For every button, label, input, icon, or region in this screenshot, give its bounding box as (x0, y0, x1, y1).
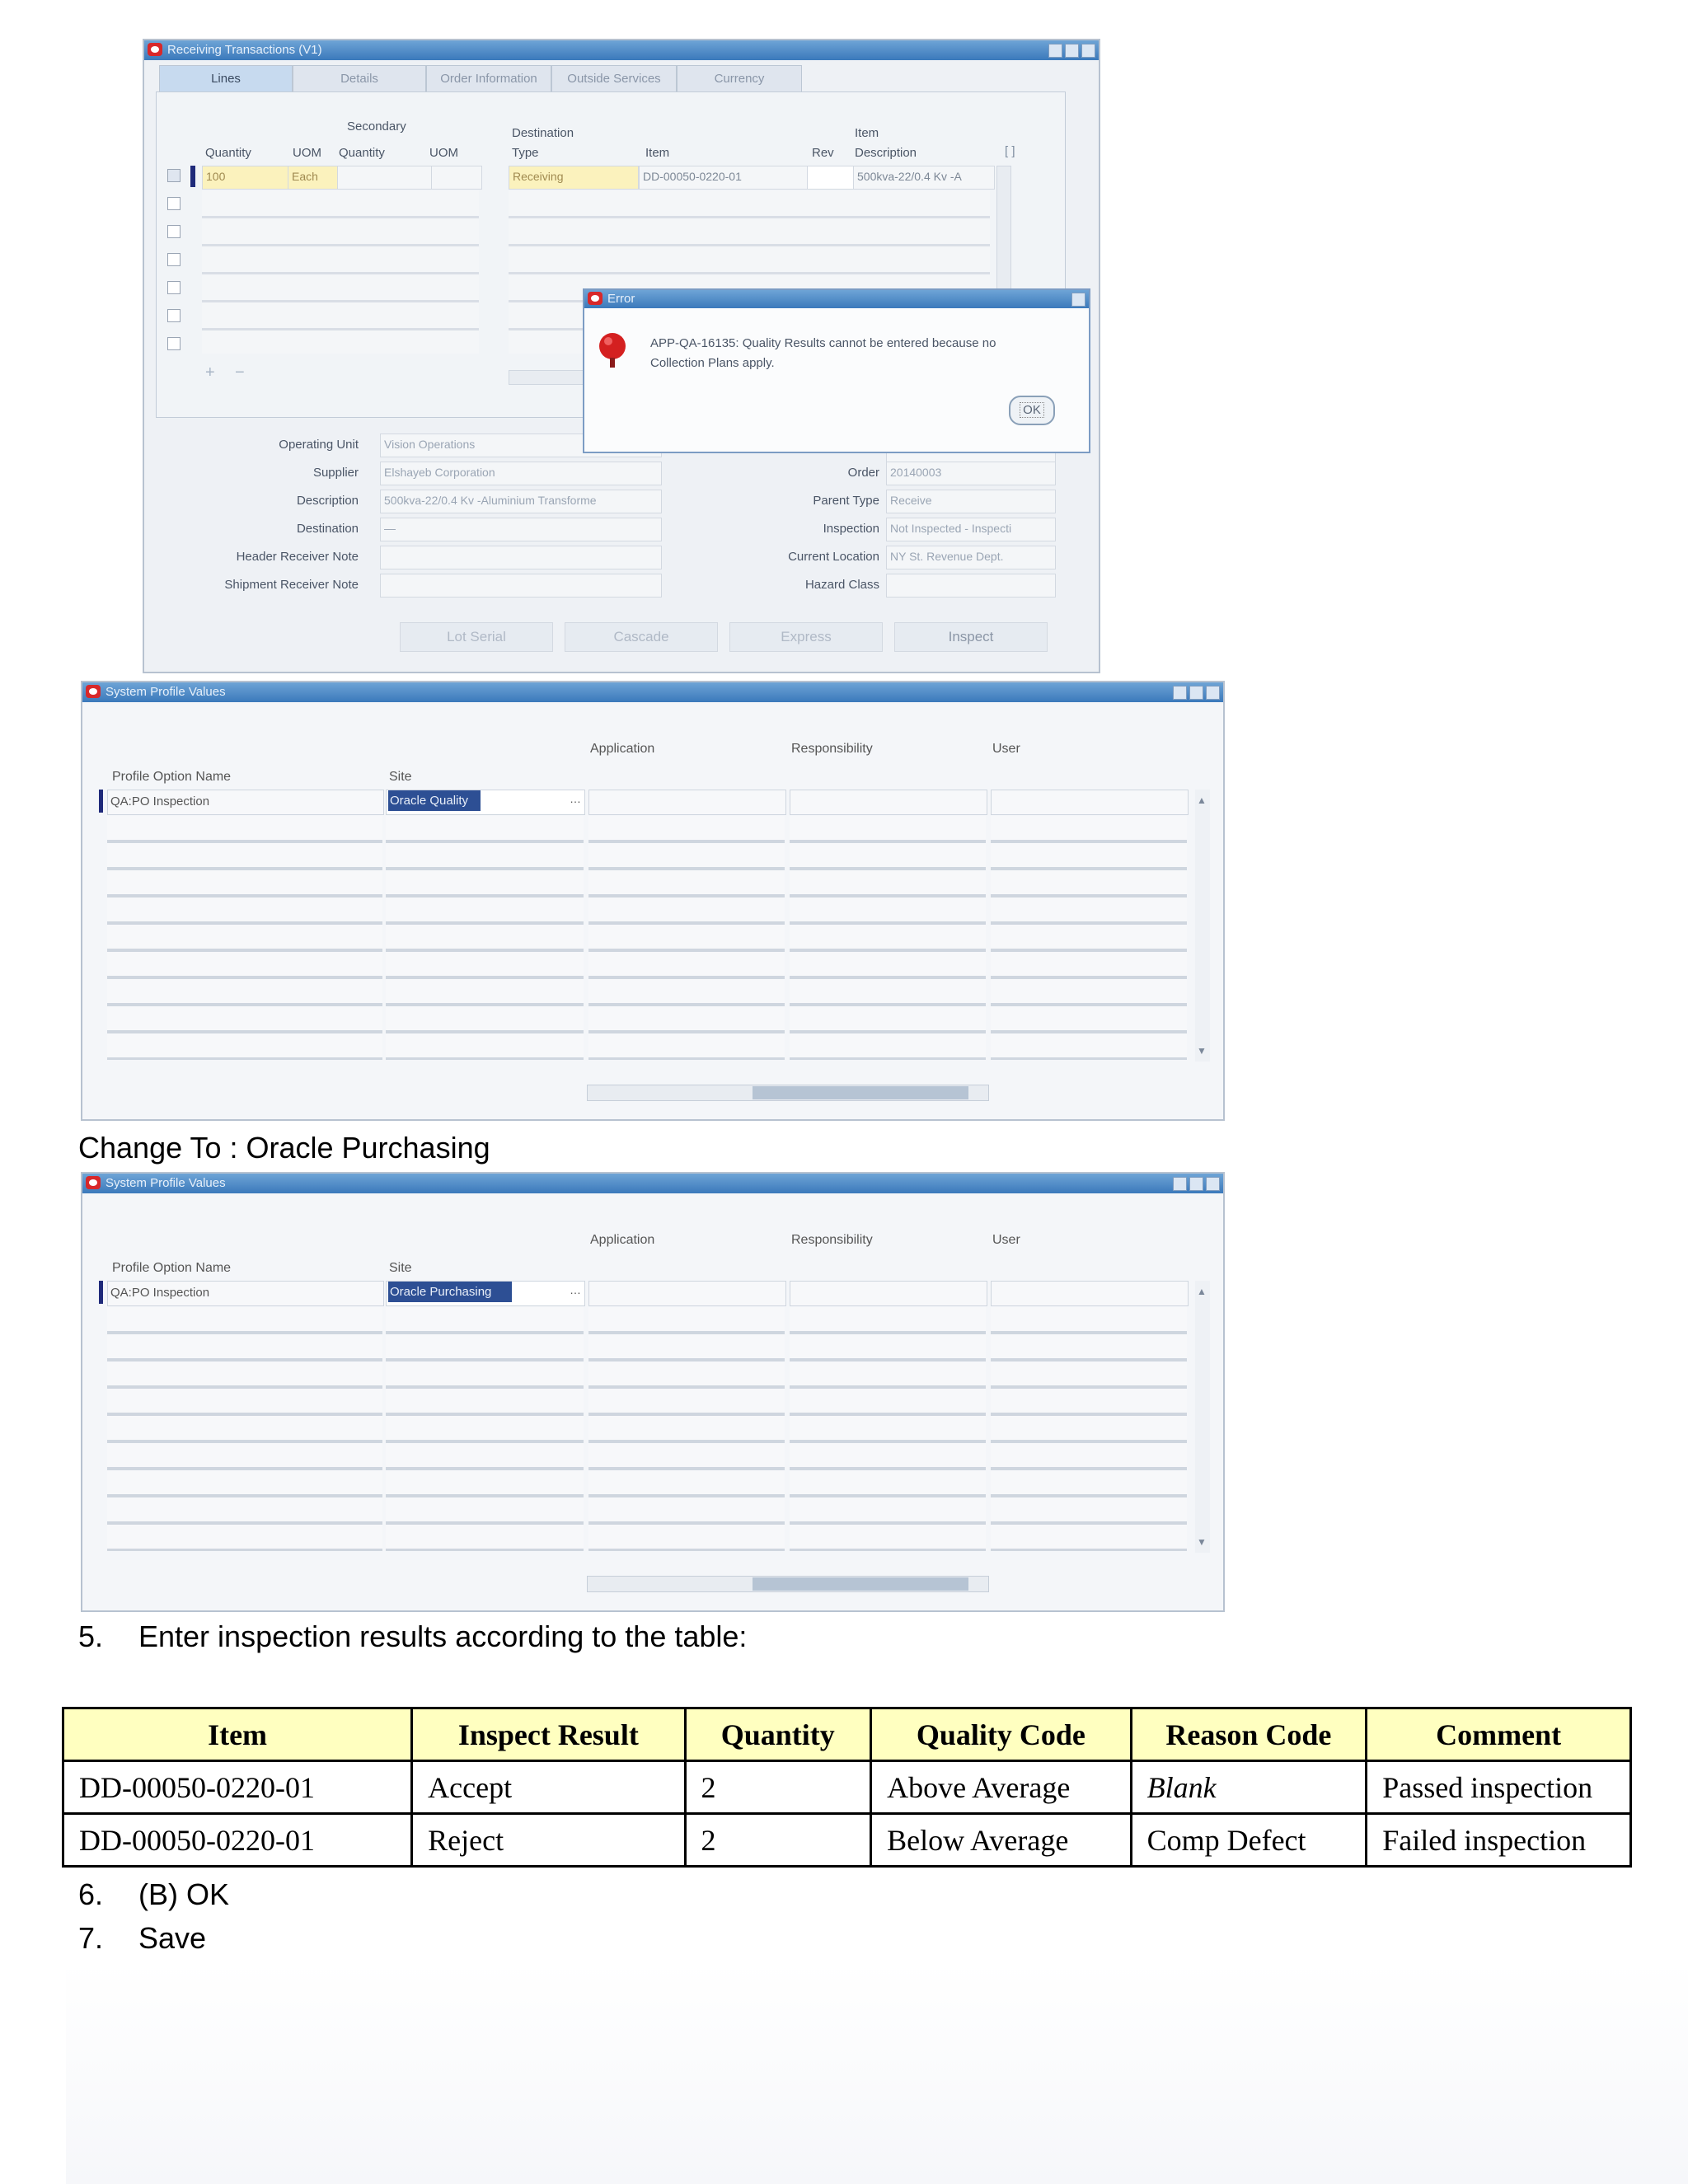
lot-serial-button[interactable]: Lot Serial (400, 622, 553, 652)
window-title: Receiving Transactions (V1) (167, 43, 322, 57)
item-header: Item (645, 146, 670, 160)
row-checkbox-2[interactable] (167, 197, 181, 210)
item-column-header: Item (63, 1708, 412, 1761)
reason-code-cell: Blank (1131, 1761, 1367, 1814)
current-record-indicator (190, 166, 195, 187)
scroll-up-icon[interactable]: ▲ (1197, 794, 1207, 806)
item-description-field[interactable]: 500kva-22/0.4 Kv -A (853, 166, 995, 190)
inspect-result-column-header: Inspect Result (412, 1708, 685, 1761)
horizontal-scrollbar[interactable] (587, 1576, 989, 1592)
row-checkbox-4[interactable] (167, 253, 181, 266)
application-header: Application (590, 742, 655, 756)
quantity-cell: 2 (685, 1761, 871, 1814)
header-receiver-note-field[interactable] (380, 546, 662, 569)
step-5-number: 5. (78, 1619, 104, 1653)
folder-icon[interactable]: [ ] (1005, 144, 1015, 158)
scroll-up-icon[interactable]: ▲ (1197, 1286, 1207, 1297)
reason-code-column-header: Reason Code (1131, 1708, 1367, 1761)
error-message-line-2: Collection Plans apply. (650, 356, 775, 370)
quantity-header: Quantity (205, 146, 251, 160)
profile-option-name-cell[interactable] (107, 1281, 384, 1306)
secondary-uom-header: UOM (429, 146, 458, 160)
close-icon[interactable] (1206, 1177, 1220, 1191)
current-record-indicator (99, 790, 103, 813)
destination-group-label: Destination (512, 126, 574, 140)
item-field[interactable]: DD-00050-0220-01 (639, 166, 809, 190)
window-title-bar (82, 1174, 1223, 1193)
comment-cell: Failed inspection (1367, 1814, 1631, 1867)
site-value: Oracle Quality (388, 790, 481, 811)
list-of-values-icon[interactable]: … (570, 1283, 581, 1296)
quantity-cell: 2 (685, 1814, 871, 1867)
window-title-bar (144, 40, 1099, 60)
quality-code-cell: Below Average (871, 1814, 1132, 1867)
step-7-number: 7. (78, 1921, 104, 1955)
table-row (63, 1761, 1631, 1814)
oracle-logo-icon (588, 292, 603, 305)
item-description-header: Description (855, 146, 917, 160)
destination-type-field[interactable]: Receiving (509, 166, 639, 190)
oracle-logo-icon (148, 43, 162, 56)
rev-field[interactable] (807, 166, 855, 190)
responsibility-cell[interactable] (790, 1281, 987, 1306)
site-header: Site (389, 770, 412, 784)
scroll-down-icon[interactable]: ▼ (1197, 1045, 1207, 1057)
quantity-field[interactable]: 100 (202, 166, 289, 190)
error-window-controls (1071, 293, 1085, 307)
shipment-receiver-note-label: Shipment Receiver Note (224, 578, 359, 592)
page-bottom-shade (66, 1961, 1688, 2184)
inspection-results-table (62, 1707, 1632, 1868)
operating-unit-label: Operating Unit (279, 438, 359, 452)
minimize-icon[interactable] (1173, 686, 1187, 700)
inspect-button[interactable]: Inspect (894, 622, 1048, 652)
minimize-icon[interactable] (1048, 44, 1062, 58)
profile-option-name-header: Profile Option Name (112, 1261, 232, 1275)
comment-cell: Passed inspection (1367, 1761, 1631, 1814)
window-title-bar (82, 682, 1223, 702)
user-header: User (992, 1233, 1020, 1247)
tab-outside-services[interactable]: Outside Services (551, 65, 677, 92)
header-receiver-note-label: Header Receiver Note (236, 550, 359, 564)
maximize-icon[interactable] (1065, 44, 1079, 58)
profile-grid-empty-rows (107, 816, 1187, 1060)
responsibility-header: Responsibility (791, 1233, 873, 1247)
row-checkbox-5[interactable] (167, 281, 181, 294)
site-cell[interactable] (386, 1281, 585, 1306)
window-controls (1173, 1177, 1220, 1191)
tab-currency[interactable]: Currency (677, 65, 802, 92)
maximize-icon[interactable] (1189, 686, 1203, 700)
user-cell[interactable] (991, 1281, 1189, 1306)
user-cell[interactable] (991, 790, 1189, 815)
item-cell: DD-00050-0220-01 (63, 1814, 412, 1867)
row-checkbox-7[interactable] (167, 337, 181, 350)
ok-button[interactable] (1009, 396, 1055, 425)
step-5-text: Enter inspection results according to the table: (138, 1619, 748, 1653)
lines-grid-empty-rows (202, 190, 479, 354)
inspect-result-cell: Accept (412, 1761, 685, 1814)
site-cell[interactable] (386, 790, 585, 815)
system-profile-values-window-2 (81, 1172, 1225, 1612)
list-of-values-icon[interactable]: … (570, 792, 581, 805)
horizontal-scroll-thumb[interactable] (753, 1577, 968, 1591)
description-field[interactable]: 500kva-22/0.4 Kv -Aluminium Transforme (380, 490, 662, 513)
row-checkbox-3[interactable] (167, 225, 181, 238)
item-group-label: Item (855, 126, 879, 140)
reason-code-cell: Comp Defect (1131, 1814, 1367, 1867)
remove-row-icon[interactable]: − (235, 363, 245, 382)
window-title: System Profile Values (106, 685, 226, 699)
site-header: Site (389, 1261, 412, 1275)
profile-option-name: QA:PO Inspection (110, 794, 210, 808)
express-button[interactable]: Express (729, 622, 883, 652)
add-row-icon[interactable]: + (205, 363, 215, 382)
parent-type-field[interactable]: Receive (886, 490, 1056, 513)
profile-option-name-header: Profile Option Name (112, 770, 232, 784)
vertical-scrollbar[interactable] (1195, 790, 1210, 1062)
secondary-quantity-header: Quantity (339, 146, 385, 160)
quality-code-cell: Above Average (871, 1761, 1132, 1814)
window-controls (1173, 686, 1220, 700)
secondary-uom-field[interactable] (431, 166, 482, 190)
window-title: System Profile Values (106, 1176, 226, 1190)
site-value: Oracle Purchasing (388, 1282, 512, 1302)
inspection-field[interactable]: Not Inspected - Inspecti (886, 518, 1056, 541)
oracle-logo-icon (86, 685, 101, 698)
quantity-column-header: Quantity (685, 1708, 871, 1761)
step-6-number: 6. (78, 1877, 104, 1911)
error-dialog (583, 288, 1090, 453)
ok-button-label: OK (1020, 402, 1044, 418)
hazard-class-field[interactable] (886, 574, 1056, 598)
current-record-indicator (99, 1281, 103, 1304)
item-cell: DD-00050-0220-01 (63, 1761, 412, 1814)
error-title-bar (584, 290, 1089, 308)
profile-option-name-cell[interactable] (107, 790, 384, 815)
horizontal-scrollbar[interactable] (587, 1085, 989, 1101)
lines-horizontal-scrollbar[interactable] (509, 370, 591, 385)
destination-type-header: Type (512, 146, 539, 160)
uom-header: UOM (293, 146, 321, 160)
minimize-icon[interactable] (1173, 1177, 1187, 1191)
secondary-group-label: Secondary (347, 120, 406, 134)
uom-field[interactable]: Each (288, 166, 339, 190)
current-location-label: Current Location (788, 550, 879, 564)
supplier-label: Supplier (312, 466, 359, 480)
supplier-field[interactable]: Elshayeb Corporation (380, 462, 662, 485)
comment-column-header: Comment (1367, 1708, 1631, 1761)
scroll-down-icon[interactable]: ▼ (1197, 1536, 1207, 1548)
close-icon[interactable] (1071, 293, 1085, 307)
stop-sign-icon (596, 330, 631, 371)
horizontal-scroll-thumb[interactable] (753, 1086, 968, 1099)
maximize-icon[interactable] (1189, 1177, 1203, 1191)
inspection-label: Inspection (823, 522, 879, 536)
application-header: Application (590, 1233, 655, 1247)
error-title: Error (607, 292, 635, 306)
error-message-line-1: APP-QA-16135: Quality Results cannot be entered because no (650, 336, 996, 350)
responsibility-cell[interactable] (790, 790, 987, 815)
profile-grid-empty-rows (107, 1307, 1187, 1551)
order-label: Order (847, 466, 879, 480)
quality-code-column-header: Quality Code (871, 1708, 1132, 1761)
secondary-quantity-field[interactable] (337, 166, 433, 190)
row-checkbox-1[interactable] (167, 169, 181, 182)
window-controls (1048, 44, 1095, 58)
shipment-receiver-note-field[interactable] (380, 574, 662, 598)
destination-field[interactable]: — (380, 518, 662, 541)
parent-type-label: Parent Type (813, 494, 879, 508)
hazard-class-label: Hazard Class (804, 578, 879, 592)
tab-details[interactable]: Details (293, 65, 426, 92)
system-profile-values-window-1 (81, 681, 1225, 1121)
application-cell[interactable] (588, 790, 786, 815)
operating-unit-field[interactable]: Vision Operations (380, 434, 662, 457)
cascade-button[interactable]: Cascade (565, 622, 718, 652)
current-location-field[interactable]: NY St. Revenue Dept. (886, 546, 1056, 569)
close-icon[interactable] (1081, 44, 1095, 58)
tab-lines[interactable]: Lines (159, 65, 293, 92)
close-icon[interactable] (1206, 686, 1220, 700)
user-header: User (992, 742, 1020, 756)
change-to-instruction: Change To : Oracle Purchasing (78, 1131, 490, 1165)
order-field[interactable]: 20140003 (886, 462, 1056, 485)
destination-label: Destination (296, 522, 359, 536)
profile-option-name: QA:PO Inspection (110, 1286, 210, 1300)
description-label: Description (296, 494, 359, 508)
oracle-logo-icon (86, 1176, 101, 1189)
row-checkbox-6[interactable] (167, 309, 181, 322)
step-7-text: Save (138, 1921, 207, 1955)
step-6-text: (B) OK (138, 1877, 230, 1911)
responsibility-header: Responsibility (791, 742, 873, 756)
application-cell[interactable] (588, 1281, 786, 1306)
vertical-scrollbar[interactable] (1195, 1281, 1210, 1553)
rev-header: Rev (812, 146, 834, 160)
tab-order-information[interactable]: Order Information (426, 65, 551, 92)
inspect-result-cell: Reject (412, 1814, 685, 1867)
table-row (63, 1814, 1631, 1867)
table-header-row (63, 1708, 1631, 1761)
